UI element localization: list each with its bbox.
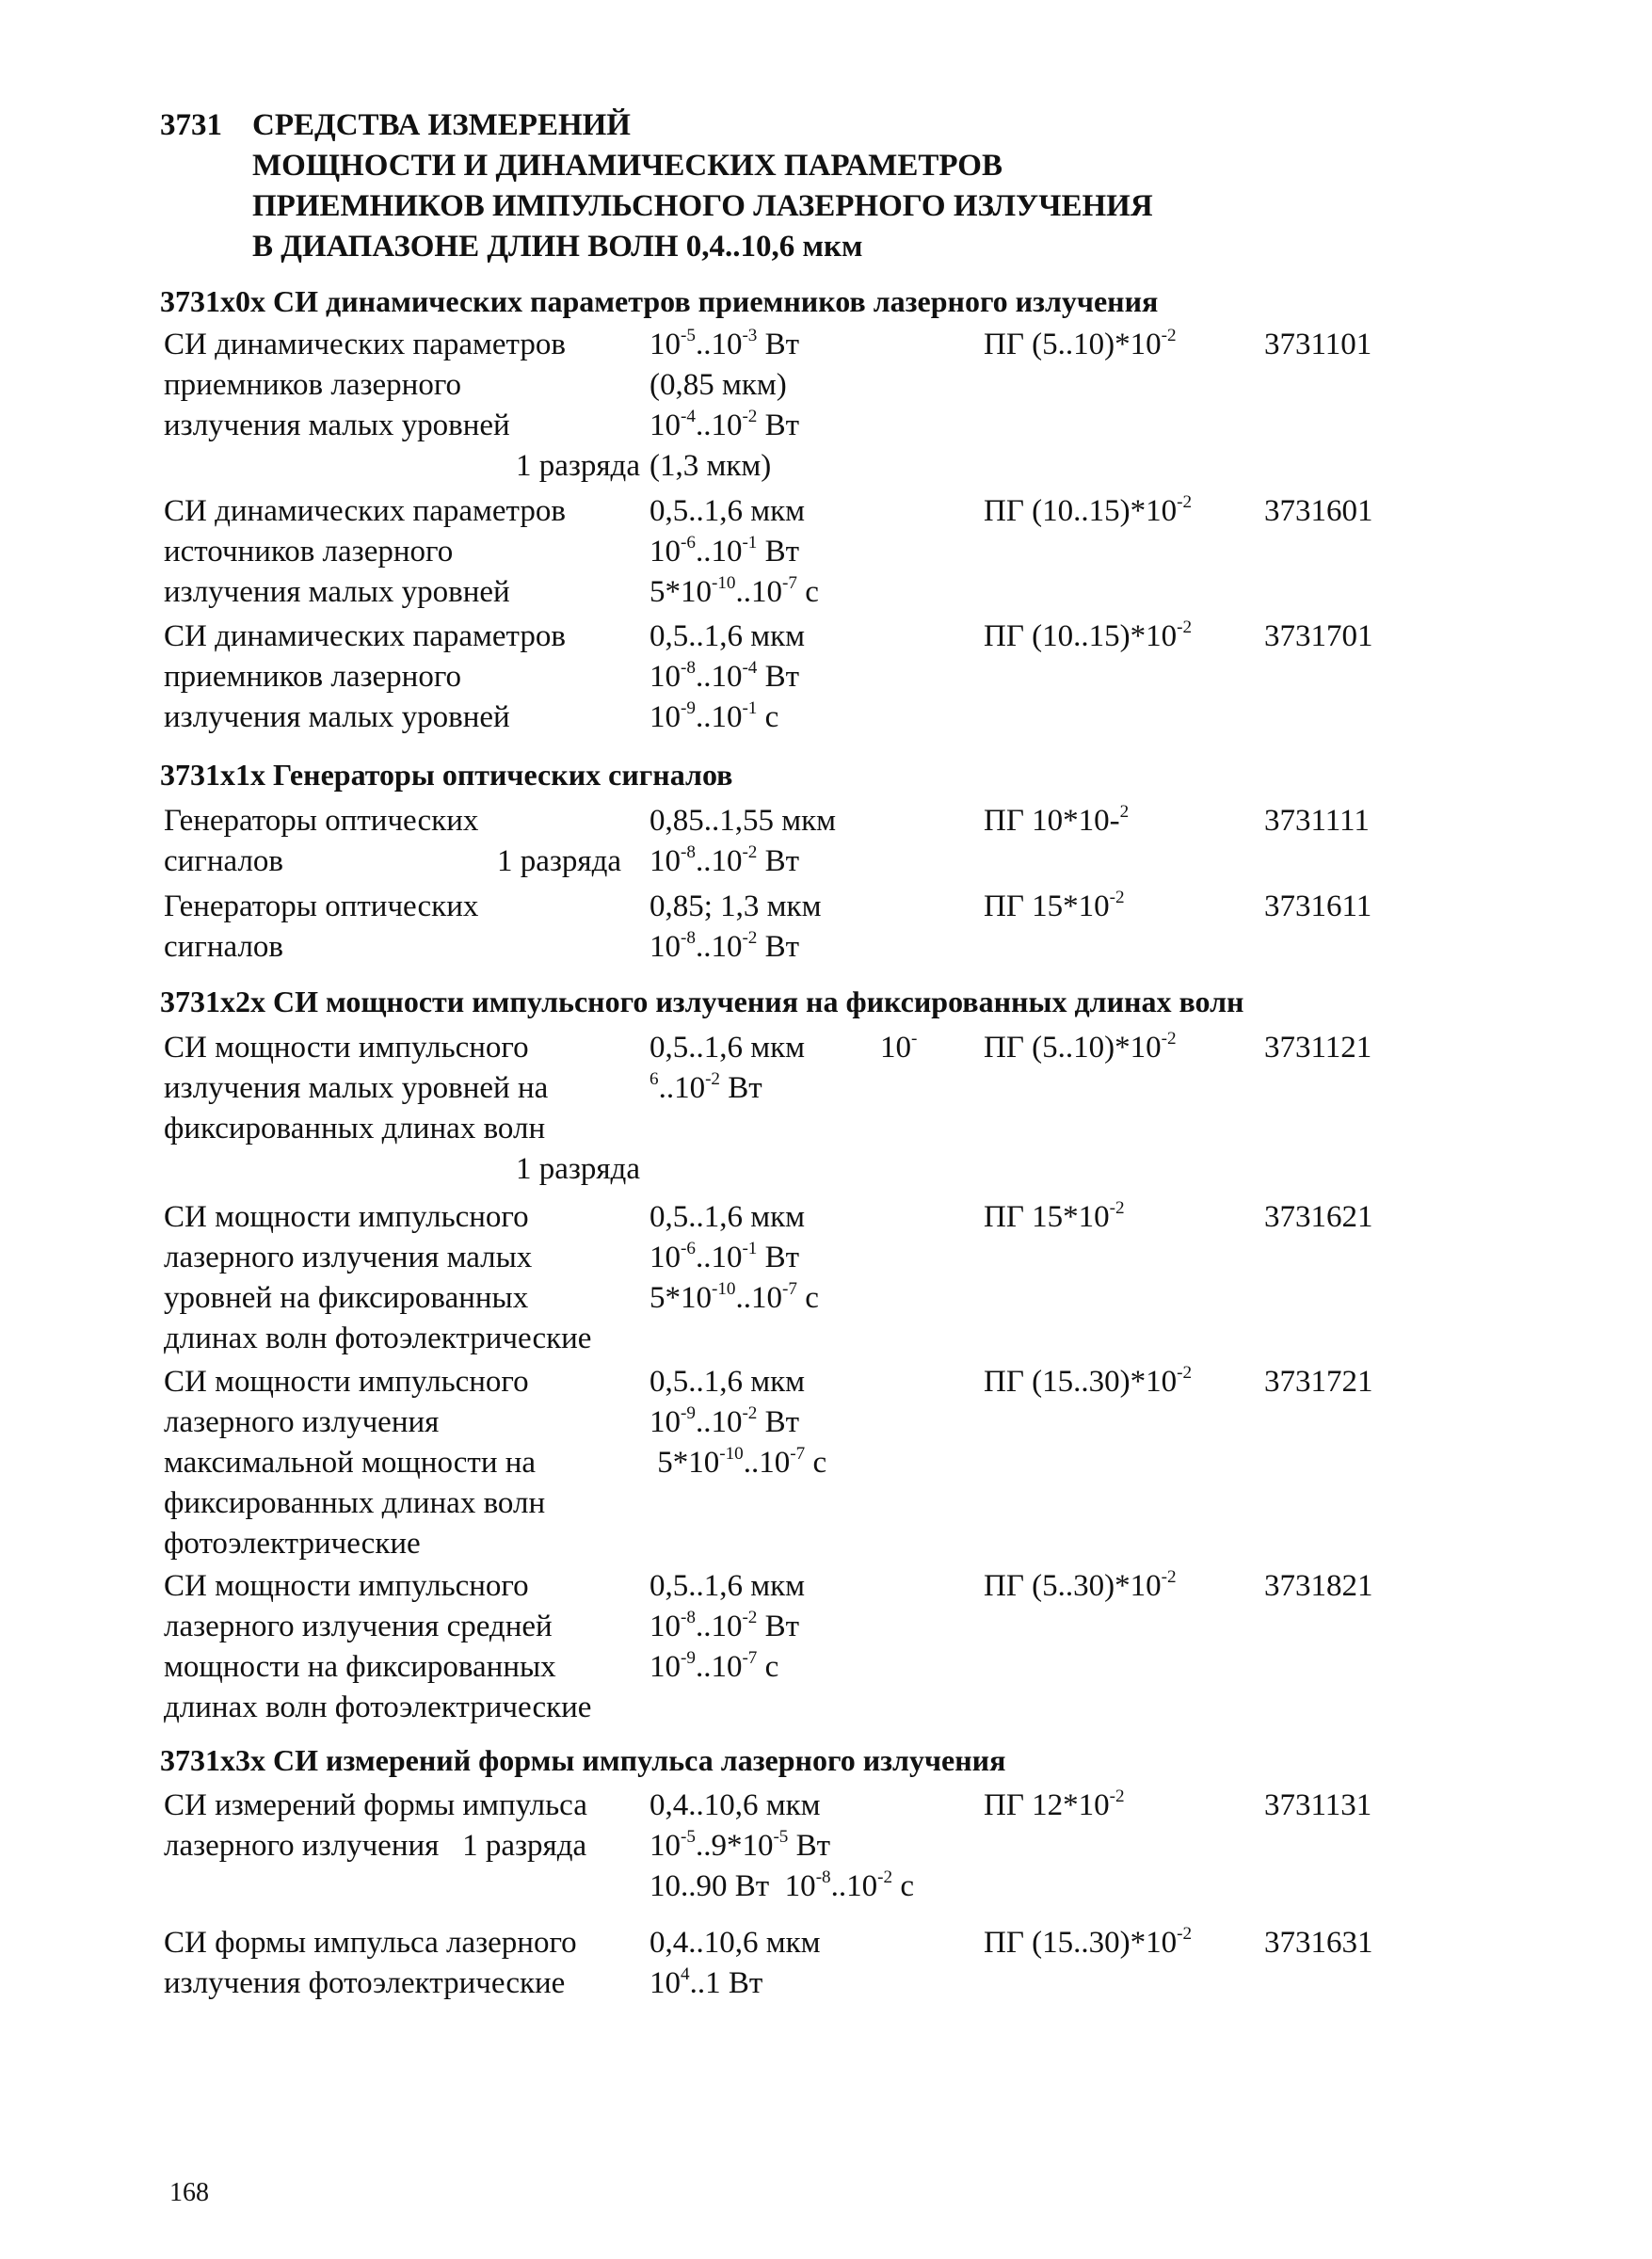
instrument-name xyxy=(164,801,644,882)
catalog-code: 3731821 xyxy=(1264,1569,1373,1603)
param-line: 0,5..1,6 мкм xyxy=(650,1365,806,1399)
param-line: $10^4..1$ Вт xyxy=(650,1963,763,2000)
error-value: ПГ $(10..15)*10^{-2}$ xyxy=(984,617,1193,653)
catalog-code: 3731611 xyxy=(1264,889,1372,923)
error-value: ПГ $(5..10)*10^{-2}$ xyxy=(984,1028,1177,1065)
param-line: $10^{-8}..10^{-4}$ Вт xyxy=(650,657,800,694)
param-line: $10^{-8}..10^{-2}$ Вт xyxy=(650,1607,800,1643)
param-line: 0,4..10,6 мкм xyxy=(650,1926,821,1960)
param-line: 0,5..1,6 мкм xyxy=(650,1200,806,1234)
name-line: СИ мощности импульсного xyxy=(164,1031,529,1065)
instrument-name xyxy=(164,1923,644,2004)
param-line: 0,5..1,6 мкм xyxy=(650,619,806,653)
range-params xyxy=(650,1028,988,1109)
name-line: излучения фотоэлектрические xyxy=(164,1966,566,2000)
param-line: 0,85; 1,3 мкм xyxy=(650,889,822,923)
title-line: ПРИЕМНИКОВ ИМПУЛЬСНОГО ЛАЗЕРНОГО ИЗЛУЧЕНИЯ xyxy=(252,189,1153,223)
name-line: лазерного излучения средней xyxy=(164,1610,553,1643)
catalog-code: 3731101 xyxy=(1264,328,1372,361)
param-line: $10^{-9}..10^{-2}$ Вт xyxy=(650,1402,800,1439)
param-line: (0,85 мкм) xyxy=(650,368,787,402)
name-line: излучения малых уровней на xyxy=(164,1071,549,1105)
param-line: $10^{-9}..10^{-7}$ с xyxy=(650,1647,779,1684)
name-line: 1 разряда xyxy=(515,449,640,483)
range-params xyxy=(650,1362,988,1483)
instrument-name xyxy=(164,491,644,613)
error-value: ПГ $15*10^{-2}$ xyxy=(984,1197,1125,1234)
name-line: СИ динамических параметров xyxy=(164,328,566,361)
error-value: ПГ $(10..15)*10^{-2}$ xyxy=(984,491,1193,528)
param-line: $10^{-6}..10^{-1}$ Вт xyxy=(650,1238,800,1274)
name-line: сигналов xyxy=(164,930,283,964)
name-line: лазерного излучения xyxy=(164,1405,440,1439)
instrument-name xyxy=(164,617,644,738)
param-line: $^6..10^{-2}$ Вт xyxy=(650,1068,762,1105)
catalog-code: 3731111 xyxy=(1264,804,1370,838)
catalog-code: 3731621 xyxy=(1264,1200,1373,1234)
name-line: источников лазерного xyxy=(164,535,454,569)
name-line: максимальной мощности на xyxy=(164,1446,537,1480)
title-line: В ДИАПАЗОНЕ ДЛИН ВОЛН 0,4..10,6 мкм xyxy=(252,230,863,264)
name-line: сигналов 1 разряда xyxy=(164,841,644,882)
param-line: $5*10^{-10}..10^{-7}$ с xyxy=(650,1278,819,1315)
catalog-code: 3731631 xyxy=(1264,1926,1373,1960)
instrument-name xyxy=(164,887,644,968)
range-params xyxy=(650,1197,988,1319)
param-line: (1,3 мкм) xyxy=(650,449,772,483)
name-line: длинах волн фотоэлектрические xyxy=(164,1690,592,1724)
param-line: $5*10^{-10}..10^{-7}$ с xyxy=(650,1443,827,1480)
error-value: ПГ $(5..10)*10^{-2}$ xyxy=(984,325,1177,361)
name-line: СИ измерений формы импульса xyxy=(164,1788,587,1822)
name-line: приемников лазерного xyxy=(164,368,462,402)
param-line: 0,85..1,55 мкм xyxy=(650,804,837,838)
instrument-name xyxy=(164,1786,644,1866)
title-line: МОЩНОСТИ И ДИНАМИЧЕСКИХ ПАРАМЕТРОВ xyxy=(252,149,1002,183)
name-line: фиксированных длинах волн xyxy=(164,1112,546,1146)
name-line: СИ динамических параметров xyxy=(164,619,566,653)
range-params xyxy=(650,325,988,487)
title-line: СРЕДСТВА ИЗМЕРЕНИЙ xyxy=(252,108,631,142)
name-line: излучения малых уровней xyxy=(164,409,510,442)
catalog-code: 3731601 xyxy=(1264,494,1373,528)
name-line: уровней на фиксированных xyxy=(164,1281,529,1315)
error-value: ПГ $(15..30)*10^{-2}$ xyxy=(984,1923,1193,1960)
instrument-name xyxy=(164,1028,644,1190)
name-line: излучения малых уровней xyxy=(164,700,510,734)
param-line: $10^{-5}..10^{-3}$ Вт xyxy=(650,325,800,361)
param-line: 0,4..10,6 мкм xyxy=(650,1788,821,1822)
name-line: лазерного излучения 1 разряда xyxy=(164,1829,587,1863)
name-line: Генераторы оптических xyxy=(164,804,479,838)
param-line: $10^{-8}..10^{-2}$ Вт xyxy=(650,841,800,878)
param-line: $10^{-8}..10^{-2}$ Вт xyxy=(650,927,800,964)
subsection-heading: 3731х1х Генераторы оптических сигналов xyxy=(160,758,733,792)
instrument-name xyxy=(164,1566,644,1728)
page-number: 168 xyxy=(169,2178,209,2207)
catalog-code: 3731701 xyxy=(1264,619,1373,653)
catalog-code: 3731131 xyxy=(1264,1788,1372,1822)
name-line: лазерного излучения малых xyxy=(164,1241,533,1274)
name-line: приемников лазерного xyxy=(164,660,462,694)
subsection-heading: 3731х0х СИ динамических параметров приемников лазерного излучения xyxy=(160,284,1159,318)
param-line: 0,5..1,6 мкм xyxy=(650,494,806,528)
range-params xyxy=(650,491,988,613)
range-params xyxy=(650,617,988,738)
param-line: 0,5..1,6 мкм xyxy=(650,1569,806,1603)
error-value: ПГ $(15..30)*10^{-2}$ xyxy=(984,1362,1193,1399)
param-line: $10^{-5}..9*10^{-5}$ Вт xyxy=(650,1826,831,1863)
param-line: $10^{-6}..10^{-1}$ Вт xyxy=(650,532,800,569)
section-code: 3731 xyxy=(160,108,222,142)
name-line: фиксированных длинах волн xyxy=(164,1486,546,1520)
name-line: Генераторы оптических xyxy=(164,889,479,923)
rank-label: 1 разряда xyxy=(497,844,622,878)
instrument-name xyxy=(164,325,644,487)
error-value: ПГ $12*10^{-2}$ xyxy=(984,1786,1125,1822)
subsection-heading: 3731х3х СИ измерений формы импульса лазерного излучения xyxy=(160,1743,1006,1777)
subsection-heading: 3731х2х СИ мощности импульсного излучения на фиксированных длинах волн xyxy=(160,985,1244,1018)
name-line: СИ мощности импульсного xyxy=(164,1569,529,1603)
param-line: 0,5..1,6 мкм 10- xyxy=(650,1028,918,1065)
range-params xyxy=(650,1566,988,1688)
instrument-name xyxy=(164,1197,644,1359)
param-line: $10^{-4}..10^{-2}$ Вт xyxy=(650,406,800,442)
range-params xyxy=(650,801,988,882)
catalog-code: 3731721 xyxy=(1264,1365,1373,1399)
range-params xyxy=(650,1786,988,1907)
catalog-code: 3731121 xyxy=(1264,1031,1372,1065)
instrument-name xyxy=(164,1362,644,1564)
name-line: СИ динамических параметров xyxy=(164,494,566,528)
name-line: 1 разряда xyxy=(515,1152,640,1186)
range-params xyxy=(650,1923,988,2004)
name-line: длинах волн фотоэлектрические xyxy=(164,1322,592,1355)
name-line: СИ мощности импульсного xyxy=(164,1200,529,1234)
name-line: СИ мощности импульсного xyxy=(164,1365,529,1399)
param-line: 10..90 Вт $10^{-8}..10^{-2}$ с xyxy=(650,1866,914,1903)
name-line: фотоэлектрические xyxy=(164,1527,421,1561)
range-params xyxy=(650,887,988,968)
error-value: ПГ $15*10^{-2}$ xyxy=(984,887,1125,923)
error-value: ПГ 10*10-$^2$ xyxy=(984,801,1130,838)
param-line: $5*10^{-10}..10^{-7}$ с xyxy=(650,572,819,609)
name-line: мощности на фиксированных xyxy=(164,1650,556,1684)
error-value: ПГ $(5..30)*10^{-2}$ xyxy=(984,1566,1177,1603)
section-title-lines xyxy=(252,105,1153,267)
name-line: излучения малых уровней xyxy=(164,575,510,609)
name-line: СИ формы импульса лазерного xyxy=(164,1926,577,1960)
param-line: $10^{-9}..10^{-1}$ с xyxy=(650,697,779,734)
